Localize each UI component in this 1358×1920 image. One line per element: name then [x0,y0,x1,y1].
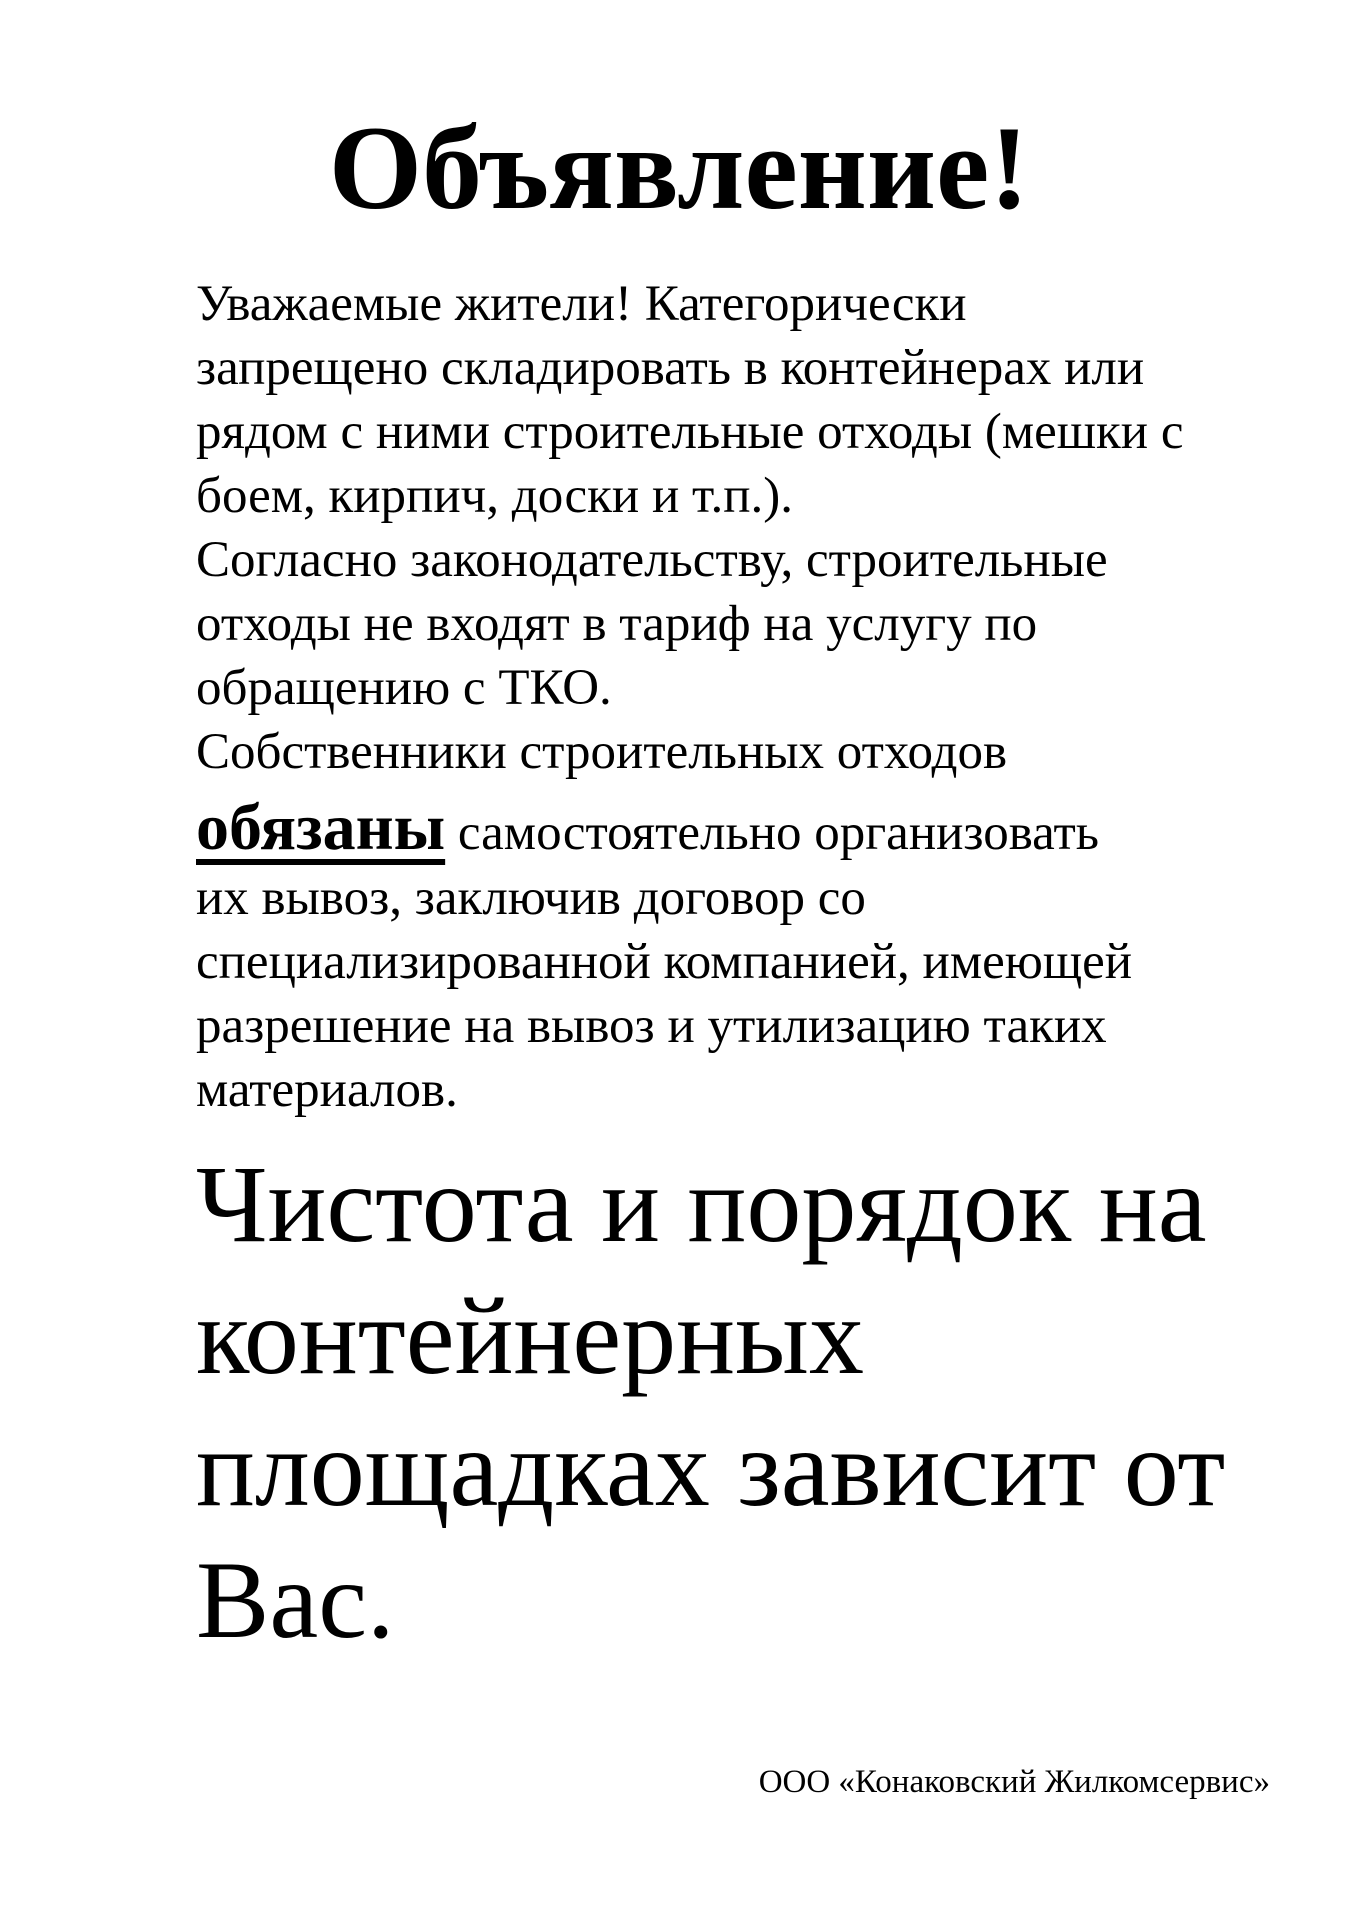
body-line: обращению с ТКО. [196,660,612,716]
obligation-emphasis: обязаны [196,791,446,864]
body-line: материалов. [196,1062,458,1118]
body-line-rest: самостоятельно организовать [445,805,1100,861]
body-line: отходы не входят в тариф на услугу по [196,596,1038,652]
body-line: разрешение на вывоз и утилизацию таких [196,998,1107,1054]
closing-line: площадках зависит от [196,1407,1226,1529]
closing-line: Чистота и порядок на [196,1143,1207,1265]
closing-statement [196,1138,1336,1666]
notice-body [196,272,1306,1122]
body-line: рядом с ними строительные отходы (мешки с [196,404,1184,460]
body-line: запрещено складировать в контейнерах или [196,340,1145,396]
closing-line: Вас. [196,1539,395,1661]
body-line: специализированной компанией, имеющей [196,934,1133,990]
organization-signature: ООО «Конаковский Жилкомсервис» [758,1764,1270,1800]
body-line: их вывоз, заключив договор со [196,870,866,926]
body-line: Собственники строительных отходов [196,724,1008,780]
body-line: Согласно законодательству, строительные [196,532,1108,588]
notice-title: Объявление! [328,101,1030,234]
body-line-with-emphasis [196,790,1306,866]
body-line: боем, кирпич, доски и т.п.). [196,468,793,524]
body-line: Уважаемые жители! Категорически [196,276,967,332]
closing-line: контейнерных [196,1275,864,1397]
